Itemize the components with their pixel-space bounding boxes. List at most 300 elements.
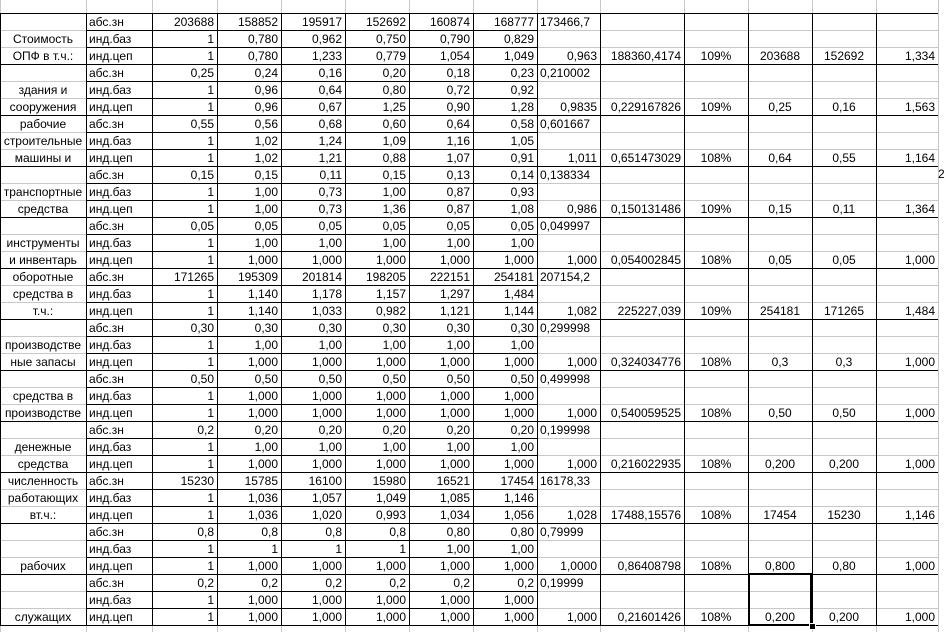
- value-cell[interactable]: 0,96: [254, 100, 278, 114]
- average-cell[interactable]: 1,011: [567, 151, 597, 165]
- value-cell[interactable]: 1,000: [311, 389, 342, 403]
- value-cell[interactable]: 0,87: [446, 185, 470, 199]
- value-cell[interactable]: 0,30: [382, 321, 406, 335]
- index-type-cell[interactable]: инд.цеп: [89, 559, 133, 573]
- value-cell[interactable]: 1,178: [311, 287, 342, 301]
- index-type-cell[interactable]: инд.баз: [89, 287, 132, 301]
- value-cell[interactable]: 1,00: [254, 202, 278, 216]
- value-cell[interactable]: 1,00: [510, 440, 534, 454]
- value-cell[interactable]: 0,56: [254, 117, 278, 131]
- value-cell[interactable]: 0,64: [446, 117, 470, 131]
- growth-rate-cell[interactable]: 108%: [700, 355, 732, 369]
- row-group-label[interactable]: [0, 472, 86, 523]
- value-cell[interactable]: 0,05: [318, 219, 342, 233]
- value-cell[interactable]: 0,05: [190, 219, 214, 233]
- min-value-cell[interactable]: 0,200: [828, 610, 860, 624]
- value-cell[interactable]: 0,50: [254, 372, 278, 386]
- value-cell[interactable]: 0,15: [254, 168, 278, 182]
- value-cell[interactable]: 1,233: [311, 49, 342, 63]
- value-cell[interactable]: 0,14: [510, 168, 534, 182]
- value-cell[interactable]: 0,780: [247, 49, 278, 63]
- value-cell[interactable]: 0,25: [190, 66, 214, 80]
- value-cell[interactable]: 0,2: [197, 423, 214, 437]
- index-type-cell[interactable]: абс.зн: [89, 576, 124, 590]
- value-cell[interactable]: 0,20: [254, 423, 278, 437]
- value-cell[interactable]: 0,05: [382, 219, 406, 233]
- value-cell[interactable]: 1,07: [446, 151, 470, 165]
- value-cell[interactable]: 1,25: [382, 100, 406, 114]
- value-cell[interactable]: 1,000: [439, 406, 470, 420]
- value-cell[interactable]: 0,30: [446, 321, 470, 335]
- value-cell[interactable]: 0,73: [318, 202, 342, 216]
- min-value-cell[interactable]: 15230: [827, 508, 861, 522]
- value-cell[interactable]: 0,20: [382, 423, 406, 437]
- max-value-cell[interactable]: 0,200: [764, 610, 796, 624]
- ratio-cell[interactable]: 1,000: [904, 355, 935, 369]
- ratio-cell[interactable]: 1,484: [904, 304, 935, 318]
- growth-rate-cell[interactable]: 109%: [700, 49, 732, 63]
- value-cell[interactable]: 0,2: [325, 576, 342, 590]
- value-cell[interactable]: 1: [207, 508, 214, 522]
- index-type-cell[interactable]: абс.зн: [89, 219, 124, 233]
- max-value-cell[interactable]: 0,64: [768, 151, 792, 165]
- value-cell[interactable]: 1,000: [247, 610, 278, 624]
- value-cell[interactable]: 1: [207, 542, 214, 556]
- value-cell[interactable]: 1,036: [247, 508, 278, 522]
- max-value-cell[interactable]: 0,800: [764, 559, 796, 573]
- growth-rate-cell[interactable]: 108%: [700, 253, 732, 267]
- value-cell[interactable]: 1: [207, 593, 214, 607]
- index-type-cell[interactable]: абс.зн: [89, 372, 124, 386]
- index-type-cell[interactable]: инд.баз: [89, 389, 132, 403]
- min-value-cell[interactable]: 0,3: [835, 355, 853, 369]
- index-type-cell[interactable]: абс.зн: [89, 117, 124, 131]
- value-cell[interactable]: 1,049: [375, 491, 406, 505]
- value-cell[interactable]: 0,2: [197, 576, 214, 590]
- value-cell[interactable]: 1,085: [439, 491, 470, 505]
- value-cell[interactable]: 1,157: [375, 287, 406, 301]
- average-cell[interactable]: 0,601667: [540, 117, 591, 131]
- geo-mean-cell[interactable]: 0,150131486: [610, 202, 681, 216]
- value-cell[interactable]: 1,00: [318, 440, 342, 454]
- index-type-cell[interactable]: абс.зн: [89, 66, 124, 80]
- value-cell[interactable]: 1,05: [510, 134, 534, 148]
- geo-mean-cell[interactable]: 0,540059525: [610, 406, 681, 420]
- geo-mean-cell[interactable]: 0,229167826: [610, 100, 681, 114]
- index-type-cell[interactable]: инд.баз: [89, 593, 132, 607]
- value-cell[interactable]: 1,000: [247, 253, 278, 267]
- value-cell[interactable]: 0,60: [382, 117, 406, 131]
- average-cell[interactable]: 0,199998: [540, 423, 591, 437]
- value-cell[interactable]: 0,30: [318, 321, 342, 335]
- value-cell[interactable]: 0,829: [503, 32, 534, 46]
- average-cell[interactable]: 16178,33: [540, 474, 591, 488]
- value-cell[interactable]: 1,000: [375, 355, 406, 369]
- value-cell[interactable]: 1: [207, 491, 214, 505]
- value-cell[interactable]: 1,08: [510, 202, 534, 216]
- value-cell[interactable]: 0,20: [318, 423, 342, 437]
- min-value-cell[interactable]: 0,05: [832, 253, 856, 267]
- value-cell[interactable]: 0,24: [254, 66, 278, 80]
- ratio-cell[interactable]: 1,164: [904, 151, 935, 165]
- value-cell[interactable]: 0,58: [510, 117, 534, 131]
- min-value-cell[interactable]: 0,200: [828, 457, 860, 471]
- average-cell[interactable]: 1,082: [566, 304, 597, 318]
- average-cell[interactable]: 1,000: [566, 253, 597, 267]
- geo-mean-cell[interactable]: 0,054002845: [610, 253, 681, 267]
- value-cell[interactable]: 0,90: [446, 100, 470, 114]
- value-cell[interactable]: 195309: [237, 270, 278, 284]
- ratio-cell[interactable]: 1,000: [904, 610, 935, 624]
- geo-mean-cell[interactable]: 0,324034776: [610, 355, 681, 369]
- value-cell[interactable]: 1,000: [247, 355, 278, 369]
- value-cell[interactable]: 160874: [429, 15, 470, 29]
- value-cell[interactable]: 1,00: [382, 185, 406, 199]
- value-cell[interactable]: 1,21: [318, 151, 342, 165]
- ratio-cell[interactable]: 1,000: [904, 457, 935, 471]
- average-cell[interactable]: 0,19999: [540, 576, 584, 590]
- index-type-cell[interactable]: абс.зн: [89, 423, 124, 437]
- average-cell[interactable]: 0,210002: [540, 66, 591, 80]
- value-cell[interactable]: 1,000: [247, 406, 278, 420]
- index-type-cell[interactable]: инд.цеп: [89, 100, 133, 114]
- value-cell[interactable]: 1,00: [382, 338, 406, 352]
- value-cell[interactable]: 1,00: [382, 440, 406, 454]
- value-cell[interactable]: 1,00: [510, 338, 534, 352]
- average-cell[interactable]: 207154,2: [540, 270, 591, 284]
- value-cell[interactable]: 195917: [301, 15, 342, 29]
- value-cell[interactable]: 1,000: [439, 559, 470, 573]
- index-type-cell[interactable]: абс.зн: [89, 474, 124, 488]
- value-cell[interactable]: 1: [207, 610, 214, 624]
- value-cell[interactable]: 0,05: [446, 219, 470, 233]
- value-cell[interactable]: 1,02: [254, 134, 278, 148]
- value-cell[interactable]: 1,000: [247, 559, 278, 573]
- index-type-cell[interactable]: инд.цеп: [89, 151, 133, 165]
- value-cell[interactable]: 1,00: [318, 236, 342, 250]
- value-cell[interactable]: 1,28: [510, 100, 534, 114]
- min-value-cell[interactable]: 171265: [823, 304, 865, 318]
- growth-rate-cell[interactable]: 108%: [700, 457, 732, 471]
- average-cell[interactable]: 0,138334: [540, 168, 591, 182]
- value-cell[interactable]: 1,00: [446, 338, 470, 352]
- min-value-cell[interactable]: 152692: [823, 49, 865, 63]
- value-cell[interactable]: 1,00: [254, 185, 278, 199]
- value-cell[interactable]: 15980: [372, 474, 406, 488]
- average-cell[interactable]: 0,9835: [560, 100, 597, 114]
- average-cell[interactable]: 0,299998: [540, 321, 591, 335]
- index-type-cell[interactable]: инд.баз: [89, 338, 132, 352]
- value-cell[interactable]: 0,50: [510, 372, 534, 386]
- value-cell[interactable]: 0,2: [453, 576, 470, 590]
- growth-rate-cell[interactable]: 108%: [700, 610, 732, 624]
- value-cell[interactable]: 1: [207, 236, 214, 250]
- value-cell[interactable]: 203688: [173, 15, 214, 29]
- value-cell[interactable]: 0,73: [318, 185, 342, 199]
- value-cell[interactable]: 1: [207, 389, 214, 403]
- value-cell[interactable]: 1,000: [503, 253, 534, 267]
- value-cell[interactable]: 1: [399, 542, 406, 556]
- value-cell[interactable]: 1: [207, 304, 214, 318]
- max-value-cell[interactable]: 0,50: [768, 406, 792, 420]
- index-type-cell[interactable]: инд.баз: [89, 236, 132, 250]
- value-cell[interactable]: 1,000: [311, 355, 342, 369]
- value-cell[interactable]: 0,50: [382, 372, 406, 386]
- row-group-label[interactable]: [0, 421, 86, 472]
- average-cell[interactable]: 1,000: [566, 457, 597, 471]
- value-cell[interactable]: 1,033: [311, 304, 342, 318]
- row-group-label[interactable]: [0, 64, 86, 115]
- min-value-cell[interactable]: 0,80: [832, 559, 856, 573]
- growth-rate-cell[interactable]: 108%: [700, 559, 732, 573]
- value-cell[interactable]: 1,000: [375, 610, 406, 624]
- value-cell[interactable]: 1,121: [439, 304, 470, 318]
- value-cell[interactable]: 1,056: [503, 508, 534, 522]
- average-cell[interactable]: 1,000: [566, 406, 597, 420]
- growth-rate-cell[interactable]: 109%: [700, 100, 732, 114]
- value-cell[interactable]: 1,00: [446, 542, 470, 556]
- value-cell[interactable]: 1,297: [439, 287, 470, 301]
- average-cell[interactable]: 173466,7: [540, 15, 591, 29]
- value-cell[interactable]: 222151: [429, 270, 470, 284]
- value-cell[interactable]: 0,30: [190, 321, 214, 335]
- value-cell[interactable]: 0,50: [446, 372, 470, 386]
- value-cell[interactable]: 1: [207, 202, 214, 216]
- average-cell[interactable]: 0,79999: [540, 525, 584, 539]
- index-type-cell[interactable]: инд.баз: [89, 185, 132, 199]
- value-cell[interactable]: 1,000: [311, 457, 342, 471]
- min-value-cell[interactable]: 0,55: [832, 151, 856, 165]
- value-cell[interactable]: 1,000: [503, 593, 534, 607]
- value-cell[interactable]: 152692: [365, 15, 406, 29]
- value-cell[interactable]: 1,16: [446, 134, 470, 148]
- value-cell[interactable]: 1,000: [311, 406, 342, 420]
- value-cell[interactable]: 1,000: [503, 610, 534, 624]
- value-cell[interactable]: 1,054: [439, 49, 470, 63]
- index-type-cell[interactable]: инд.баз: [89, 32, 132, 46]
- value-cell[interactable]: 1,00: [446, 440, 470, 454]
- value-cell[interactable]: 0,50: [190, 372, 214, 386]
- value-cell[interactable]: 158852: [237, 15, 278, 29]
- value-cell[interactable]: 0,67: [318, 100, 342, 114]
- value-cell[interactable]: 0,96: [254, 83, 278, 97]
- ratio-cell[interactable]: 1,000: [904, 406, 935, 420]
- value-cell[interactable]: 0,23: [510, 66, 534, 80]
- value-cell[interactable]: 1,00: [446, 236, 470, 250]
- value-cell[interactable]: 201814: [301, 270, 342, 284]
- average-cell[interactable]: 0,049997: [540, 219, 591, 233]
- value-cell[interactable]: 0,8: [197, 525, 214, 539]
- value-cell[interactable]: 1,034: [439, 508, 470, 522]
- value-cell[interactable]: 1: [207, 355, 214, 369]
- value-cell[interactable]: 0,88: [382, 151, 406, 165]
- ratio-cell[interactable]: 1,000: [904, 559, 935, 573]
- value-cell[interactable]: 0,05: [510, 219, 534, 233]
- value-cell[interactable]: 1: [207, 406, 214, 420]
- value-cell[interactable]: 0,30: [254, 321, 278, 335]
- value-cell[interactable]: 0,72: [446, 83, 470, 97]
- max-value-cell[interactable]: 0,15: [768, 202, 792, 216]
- value-cell[interactable]: 16521: [436, 474, 470, 488]
- ratio-cell[interactable]: 1,334: [904, 49, 935, 63]
- value-cell[interactable]: 17454: [500, 474, 534, 488]
- value-cell[interactable]: 0,982: [375, 304, 406, 318]
- max-value-cell[interactable]: 0,25: [768, 100, 792, 114]
- average-cell[interactable]: 0,963: [566, 49, 597, 63]
- value-cell[interactable]: 1,057: [311, 491, 342, 505]
- value-cell[interactable]: 1: [207, 287, 214, 301]
- geo-mean-cell[interactable]: 225227,039: [617, 304, 681, 318]
- row-group-label[interactable]: [0, 166, 86, 217]
- value-cell[interactable]: 1,000: [247, 389, 278, 403]
- selected-cell[interactable]: [748, 573, 812, 626]
- index-type-cell[interactable]: абс.зн: [89, 321, 124, 335]
- value-cell[interactable]: 0,993: [375, 508, 406, 522]
- value-cell[interactable]: 1,000: [247, 457, 278, 471]
- value-cell[interactable]: 1: [207, 440, 214, 454]
- ratio-cell[interactable]: 1,000: [904, 253, 935, 267]
- value-cell[interactable]: 0,780: [247, 32, 278, 46]
- value-cell[interactable]: 1,000: [311, 610, 342, 624]
- index-type-cell[interactable]: абс.зн: [89, 525, 124, 539]
- value-cell[interactable]: 1: [207, 151, 214, 165]
- value-cell[interactable]: 1,000: [503, 406, 534, 420]
- value-cell[interactable]: 0,11: [319, 168, 342, 182]
- growth-rate-cell[interactable]: 108%: [700, 508, 732, 522]
- value-cell[interactable]: 0,2: [517, 576, 534, 590]
- average-cell[interactable]: 1,000: [566, 610, 597, 624]
- average-cell[interactable]: 0,986: [566, 202, 597, 216]
- value-cell[interactable]: 1,000: [503, 559, 534, 573]
- value-cell[interactable]: 1: [207, 32, 214, 46]
- value-cell[interactable]: 0,80: [382, 83, 406, 97]
- value-cell[interactable]: 0,13: [446, 168, 470, 182]
- ratio-cell[interactable]: 1,364: [904, 202, 935, 216]
- value-cell[interactable]: 1,000: [439, 457, 470, 471]
- value-cell[interactable]: 1,000: [439, 610, 470, 624]
- value-cell[interactable]: 0,8: [261, 525, 278, 539]
- value-cell[interactable]: 0,20: [446, 423, 470, 437]
- value-cell[interactable]: 0,55: [190, 117, 214, 131]
- max-value-cell[interactable]: 0,3: [771, 355, 789, 369]
- row-group-label[interactable]: [0, 13, 86, 64]
- value-cell[interactable]: 1,036: [247, 491, 278, 505]
- value-cell[interactable]: 15785: [244, 474, 278, 488]
- value-cell[interactable]: 0,8: [389, 525, 406, 539]
- value-cell[interactable]: 1: [207, 134, 214, 148]
- value-cell[interactable]: 1,000: [439, 593, 470, 607]
- value-cell[interactable]: 0,68: [318, 117, 342, 131]
- value-cell[interactable]: 0,20: [510, 423, 534, 437]
- value-cell[interactable]: 1,00: [254, 338, 278, 352]
- geo-mean-cell[interactable]: 0,216022935: [610, 457, 681, 471]
- value-cell[interactable]: 0,05: [254, 219, 278, 233]
- geo-mean-cell[interactable]: 17488,15576: [610, 508, 681, 522]
- value-cell[interactable]: 0,30: [510, 321, 534, 335]
- value-cell[interactable]: 0,8: [325, 525, 342, 539]
- value-cell[interactable]: 0,15: [382, 168, 406, 182]
- min-value-cell[interactable]: 0,11: [832, 202, 856, 216]
- max-value-cell[interactable]: 17454: [763, 508, 797, 522]
- geo-mean-cell[interactable]: 0,651473029: [610, 151, 681, 165]
- value-cell[interactable]: 1,000: [247, 593, 278, 607]
- average-cell[interactable]: 0,499998: [540, 372, 591, 386]
- value-cell[interactable]: 1,000: [375, 593, 406, 607]
- value-cell[interactable]: 0,91: [510, 151, 534, 165]
- value-cell[interactable]: 1,000: [375, 457, 406, 471]
- value-cell[interactable]: 198205: [365, 270, 406, 284]
- value-cell[interactable]: 1,000: [439, 253, 470, 267]
- value-cell[interactable]: 1,144: [503, 304, 534, 318]
- value-cell[interactable]: 171265: [173, 270, 214, 284]
- max-value-cell[interactable]: 254181: [759, 304, 801, 318]
- index-type-cell[interactable]: инд.баз: [89, 134, 132, 148]
- value-cell[interactable]: 1,000: [375, 389, 406, 403]
- row-group-label[interactable]: [0, 319, 86, 370]
- index-type-cell[interactable]: инд.баз: [89, 491, 132, 505]
- index-type-cell[interactable]: инд.цеп: [89, 457, 133, 471]
- growth-rate-cell[interactable]: 108%: [700, 151, 732, 165]
- value-cell[interactable]: 1,140: [247, 287, 278, 301]
- value-cell[interactable]: 1,140: [247, 304, 278, 318]
- value-cell[interactable]: 0,92: [510, 83, 534, 97]
- value-cell[interactable]: 1,000: [311, 253, 342, 267]
- value-cell[interactable]: 0,750: [375, 32, 406, 46]
- min-value-cell[interactable]: 0,16: [832, 100, 856, 114]
- index-type-cell[interactable]: инд.баз: [89, 440, 132, 454]
- row-group-label[interactable]: [0, 217, 86, 268]
- value-cell[interactable]: 0,87: [446, 202, 470, 216]
- value-cell[interactable]: 1: [207, 83, 214, 97]
- value-cell[interactable]: 1,049: [503, 49, 534, 63]
- index-type-cell[interactable]: инд.баз: [89, 542, 132, 556]
- value-cell[interactable]: 1: [207, 338, 214, 352]
- value-cell[interactable]: 1,00: [510, 236, 534, 250]
- value-cell[interactable]: 1,00: [254, 440, 278, 454]
- value-cell[interactable]: 1,146: [503, 491, 534, 505]
- index-type-cell[interactable]: инд.цеп: [89, 49, 133, 63]
- value-cell[interactable]: 1,000: [375, 406, 406, 420]
- row-group-label[interactable]: [0, 268, 86, 319]
- value-cell[interactable]: 0,962: [311, 32, 342, 46]
- value-cell[interactable]: 0,64: [318, 83, 342, 97]
- value-cell[interactable]: 0,790: [439, 32, 470, 46]
- value-cell[interactable]: 1,24: [318, 134, 342, 148]
- average-cell[interactable]: 1,0000: [560, 559, 597, 573]
- value-cell[interactable]: 0,16: [318, 66, 342, 80]
- value-cell[interactable]: 1: [207, 559, 214, 573]
- value-cell[interactable]: 1,000: [503, 389, 534, 403]
- geo-mean-cell[interactable]: 0,21601426: [617, 610, 681, 624]
- row-group-label[interactable]: [0, 115, 86, 166]
- value-cell[interactable]: 1,000: [439, 389, 470, 403]
- value-cell[interactable]: 1: [271, 542, 278, 556]
- value-cell[interactable]: 1,000: [375, 559, 406, 573]
- geo-mean-cell[interactable]: 0,86408798: [617, 559, 681, 573]
- average-cell[interactable]: 1,000: [566, 355, 597, 369]
- growth-rate-cell[interactable]: 109%: [700, 202, 732, 216]
- max-value-cell[interactable]: 0,200: [764, 457, 796, 471]
- index-type-cell[interactable]: абс.зн: [89, 270, 124, 284]
- value-cell[interactable]: 1,484: [503, 287, 534, 301]
- value-cell[interactable]: 1: [207, 457, 214, 471]
- value-cell[interactable]: 254181: [493, 270, 534, 284]
- value-cell[interactable]: 1,02: [254, 151, 278, 165]
- ratio-cell[interactable]: 1,146: [904, 508, 935, 522]
- value-cell[interactable]: 1,020: [311, 508, 342, 522]
- row-group-label[interactable]: [0, 574, 86, 625]
- value-cell[interactable]: 1: [207, 100, 214, 114]
